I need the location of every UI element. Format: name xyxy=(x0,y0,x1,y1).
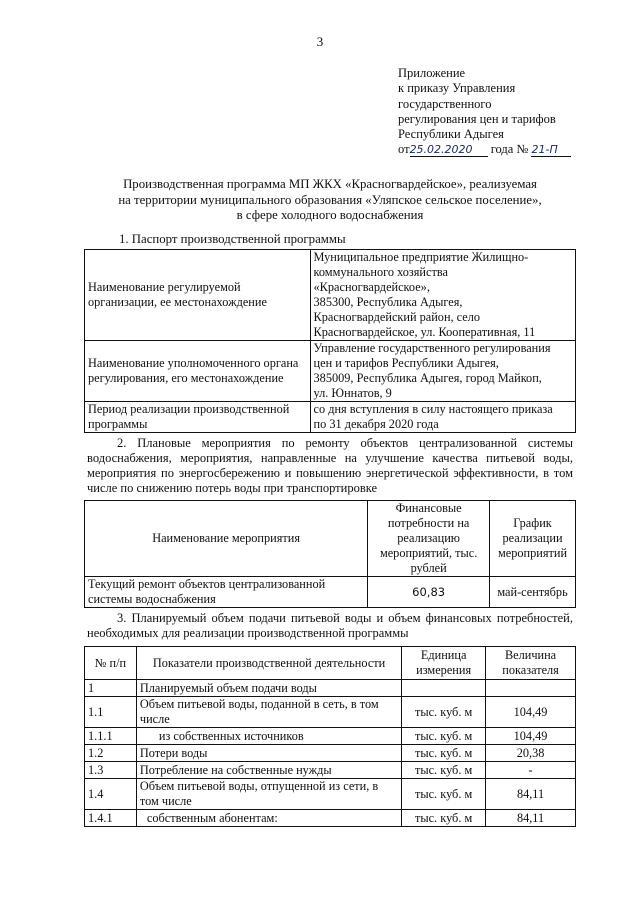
measure-name: Текущий ремонт объектов централизованной системы водоснабжения xyxy=(85,577,368,608)
row-num: 1.1 xyxy=(85,697,137,728)
title-line: Производственная программа МП ЖКХ «Красногвардейское», реализуемая xyxy=(123,177,537,191)
appendix-line: государственного xyxy=(398,96,492,111)
handwritten-number: 21-П xyxy=(531,144,571,157)
passport-label: Наименование регулируемой организации, ее местонахождение xyxy=(85,250,311,341)
row-num: 1.1.1 xyxy=(85,728,137,745)
passport-table xyxy=(84,249,576,433)
table-row xyxy=(85,697,576,728)
table-row xyxy=(85,402,576,433)
row-value: 84,11 xyxy=(486,810,576,827)
header-indicator: Показатели производственной деятельности xyxy=(136,647,401,680)
passport-value: Управление государственного регулирования цен и тарифов Республики Адыгея, 385009, Республика Адыгея, город Майкоп, ул. Юннатов, 9 xyxy=(310,341,575,402)
passport-value: Муниципальное предприятие Жилищно- коммунального хозяйства «Красногвардейское», 385300, Республика Адыгея, Красногвардейский район, село Красногвардейское, ул. Кооперативная, 11 xyxy=(310,250,575,341)
row-indicator: Потребление на собственные нужды xyxy=(136,762,401,779)
header-unit: Единица измерения xyxy=(402,647,486,680)
section2-paragraph: 2. Плановые мероприятия по ремонту объектов централизованной системы водоснабжения, мероприятия, направленные на улучшение качества питьевой воды, мероприятия по энергосбережению и повышению энергетической эффективности, в том числе по снижению потерь воды при транспортировке xyxy=(87,436,573,495)
year-label: года № xyxy=(490,142,529,157)
page-number: 3 xyxy=(316,34,324,49)
row-num: 1.2 xyxy=(85,745,137,762)
measure-schedule: май-сентябрь xyxy=(490,577,576,608)
appendix-line: Республики Адыгея xyxy=(398,127,504,142)
row-value: 104,49 xyxy=(486,728,576,745)
row-value: 84,11 xyxy=(486,779,576,810)
row-value xyxy=(486,680,576,697)
table-row xyxy=(85,577,576,608)
row-indicator: Потери воды xyxy=(136,745,401,762)
row-value: - xyxy=(486,762,576,779)
measures-table xyxy=(84,500,576,608)
row-num: 1.3 xyxy=(85,762,137,779)
row-unit xyxy=(402,680,486,697)
row-unit: тыс. куб. м xyxy=(402,779,486,810)
table-row xyxy=(85,810,576,827)
measure-finance: 60,83 xyxy=(368,577,490,608)
appendix-line: к приказу Управления xyxy=(398,81,516,96)
row-num: 1.4.1 xyxy=(85,810,137,827)
table-row xyxy=(85,779,576,810)
row-value: 104,49 xyxy=(486,697,576,728)
row-unit: тыс. куб. м xyxy=(402,745,486,762)
header-num: № п/п xyxy=(85,647,137,680)
row-num: 1.4 xyxy=(85,779,137,810)
passport-label: Период реализации производственной программы xyxy=(85,402,311,433)
row-unit: тыс. куб. м xyxy=(402,810,486,827)
section3-paragraph: 3. Планируемый объем подачи питьевой воды и объем финансовых потребностей, необходимых для реализации производственной программы xyxy=(87,611,573,640)
row-indicator: собственным абонентам: xyxy=(136,810,401,827)
row-unit: тыс. куб. м xyxy=(402,728,486,745)
handwritten-date: 25.02.2020 xyxy=(410,144,488,157)
row-indicator: Объем питьевой воды, отпущенной из сети, в том числе xyxy=(136,779,401,810)
table-row xyxy=(85,341,576,402)
appendix-block xyxy=(398,66,571,158)
table-header-row xyxy=(85,501,576,577)
header-schedule: График реализации мероприятий xyxy=(490,501,576,577)
table-row xyxy=(85,745,576,762)
table-row xyxy=(85,762,576,779)
table-header-row xyxy=(85,647,576,680)
appendix-date-line xyxy=(398,142,571,157)
title-line: на территории муниципального образования «Уляпское сельское поселение», xyxy=(118,192,542,207)
row-value: 20,38 xyxy=(486,745,576,762)
passport-value: со дня вступления в силу настоящего приказа по 31 декабря 2020 года xyxy=(310,402,575,433)
date-prefix: от xyxy=(398,142,410,157)
table-row xyxy=(85,728,576,745)
table-row xyxy=(85,250,576,341)
appendix-line: регулирования цен и тарифов xyxy=(398,111,556,126)
row-indicator: из собственных источников xyxy=(136,728,401,745)
section1-heading: 1. Паспорт производственной программы xyxy=(119,232,346,246)
row-unit: тыс. куб. м xyxy=(402,762,486,779)
appendix-line: Приложение xyxy=(398,66,466,80)
indicators-table xyxy=(84,646,576,827)
header-name: Наименование мероприятия xyxy=(85,501,368,577)
row-num: 1 xyxy=(85,680,137,697)
header-value: Величина показателя xyxy=(486,647,576,680)
row-indicator: Планируемый объем подачи воды xyxy=(136,680,401,697)
passport-label: Наименование уполномоченного органа регулирования, его местонахождение xyxy=(85,341,311,402)
header-finance: Финансовые потребности на реализацию мероприятий, тыс. рублей xyxy=(368,501,490,577)
document-title xyxy=(60,177,600,224)
table-row xyxy=(85,680,576,697)
title-line: в сфере холодного водоснабжения xyxy=(236,208,424,222)
row-unit: тыс. куб. м xyxy=(402,697,486,728)
row-indicator: Объем питьевой воды, поданной в сеть, в том числе xyxy=(136,697,401,728)
